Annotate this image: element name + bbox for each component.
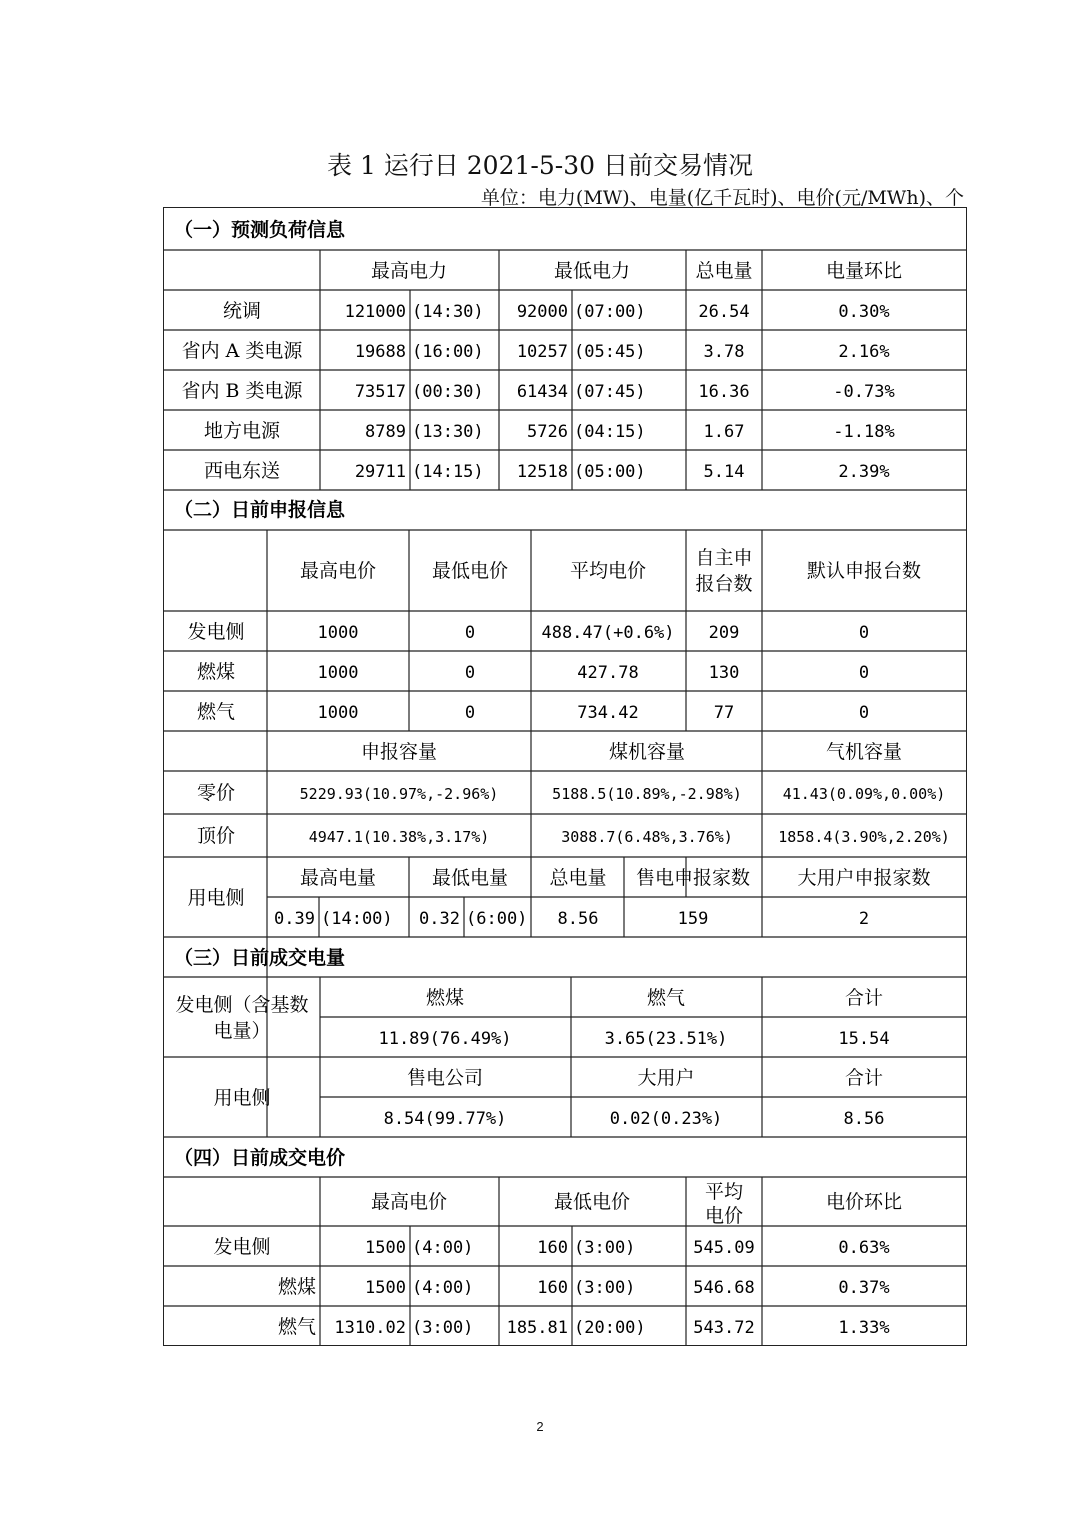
s2-cap-row-0 bbox=[197, 782, 945, 804]
s1-row-max-time: (14:30) bbox=[412, 302, 484, 322]
s2-row-name: 燃煤 bbox=[196, 661, 236, 683]
s1-row-1 bbox=[182, 340, 890, 362]
s1-header-total: 总电量 bbox=[695, 260, 753, 282]
s4-row-avg: 545.09 bbox=[693, 1238, 755, 1258]
s2-row-self: 77 bbox=[713, 703, 735, 723]
s1-header-min: 最低电力 bbox=[553, 260, 631, 282]
s1-row-ratio: -1.18% bbox=[833, 422, 895, 442]
s4-row-min: 160 bbox=[537, 1278, 568, 1298]
s2-cap-header-gas: 气机容量 bbox=[825, 741, 903, 763]
s3-user-sum: 8.56 bbox=[843, 1109, 885, 1129]
s2-cap-row-coal: 3088.7(6.48%,3.76%) bbox=[561, 828, 733, 846]
s1-row-ratio: 0.30% bbox=[838, 302, 890, 322]
s2-user-min-time: (6:00) bbox=[466, 909, 528, 929]
s4-header-avg-line2: 电价 bbox=[704, 1205, 744, 1227]
s1-row-4 bbox=[204, 460, 890, 482]
s2-user-big: 2 bbox=[858, 909, 870, 929]
s2-user-header-max: 最高电量 bbox=[299, 867, 377, 889]
s2-row-0 bbox=[187, 621, 869, 643]
s4-row-1 bbox=[278, 1276, 890, 1298]
s2-cap-row-gas: 1858.4(3.90%,2.20%) bbox=[778, 828, 950, 846]
s2-row-1 bbox=[197, 661, 869, 683]
s1-row-max: 73517 bbox=[354, 382, 406, 402]
s1-row-2 bbox=[181, 380, 894, 402]
s2-row-min: 0 bbox=[464, 663, 476, 683]
s2-row-avg: 734.42 bbox=[577, 703, 639, 723]
s3-user-header-retail: 售电公司 bbox=[406, 1067, 484, 1089]
s1-row-min: 61434 bbox=[516, 382, 568, 402]
s1-row-3 bbox=[204, 420, 895, 442]
table-title: 表 1 运行日 2021-5-30 日前交易情况 bbox=[327, 151, 753, 180]
s2-cap-row-declared: 5229.93(10.97%,-2.96%) bbox=[299, 785, 499, 803]
s2-user-header-total: 总电量 bbox=[549, 867, 607, 889]
s2-user-max: 0.39 bbox=[274, 909, 315, 929]
section-4-heading: （四）日前成交电价 bbox=[174, 1147, 346, 1169]
s1-header-ratio: 电量环比 bbox=[825, 260, 903, 282]
s2-row-self: 130 bbox=[708, 663, 740, 683]
s1-row-total: 26.54 bbox=[698, 302, 750, 322]
s3-gen-header-sum: 合计 bbox=[844, 987, 884, 1009]
s4-row-min-time: (3:00) bbox=[574, 1238, 636, 1258]
s3-user-header-sum: 合计 bbox=[844, 1067, 884, 1089]
s2-header-min: 最低电价 bbox=[431, 560, 509, 582]
s4-row-avg: 543.72 bbox=[693, 1318, 755, 1338]
s1-row-max-time: (13:30) bbox=[412, 422, 484, 442]
s2-cap-row-declared: 4947.1(10.38%,3.17%) bbox=[308, 828, 490, 846]
s1-row-name: 地方电源 bbox=[203, 420, 281, 442]
s2-header-max: 最高电价 bbox=[299, 560, 377, 582]
s2-row-self: 209 bbox=[708, 623, 740, 643]
s1-row-total: 5.14 bbox=[703, 462, 745, 482]
s1-row-min: 10257 bbox=[516, 342, 568, 362]
s4-row-avg: 546.68 bbox=[693, 1278, 755, 1298]
s2-row-default: 0 bbox=[858, 623, 870, 643]
s2-user-header-big: 大用户申报家数 bbox=[797, 867, 931, 889]
s1-row-total: 1.67 bbox=[703, 422, 745, 442]
s4-header-avg-line1: 平均 bbox=[704, 1181, 744, 1203]
s2-user-retail: 159 bbox=[677, 909, 709, 929]
s3-user-big: 0.02(0.23%) bbox=[609, 1109, 723, 1129]
s1-row-min: 12518 bbox=[516, 462, 568, 482]
s4-row-name: 燃煤 bbox=[277, 1276, 316, 1298]
s4-row-0 bbox=[213, 1236, 889, 1258]
s2-cap-row-name: 顶价 bbox=[196, 825, 236, 847]
s4-header-min: 最低电价 bbox=[553, 1191, 631, 1213]
s2-row-min: 0 bbox=[464, 623, 476, 643]
s4-row-max-time: (3:00) bbox=[412, 1318, 474, 1338]
s2-row-max: 1000 bbox=[317, 623, 359, 643]
s3-gen-name-line1: 发电侧（含基数 bbox=[175, 994, 309, 1016]
s2-user-max-time: (14:00) bbox=[321, 909, 393, 929]
s3-gen-header-gas: 燃气 bbox=[646, 987, 686, 1009]
s1-row-name: 省内 A 类电源 bbox=[181, 340, 303, 362]
section-3-heading: （三）日前成交电量 bbox=[174, 947, 346, 969]
s4-row-max-time: (4:00) bbox=[412, 1278, 474, 1298]
unit-note: 单位：电力(MW)、电量(亿千瓦时)、电价(元/MWh)、个 bbox=[480, 187, 964, 209]
s2-row-avg: 488.47(+0.6%) bbox=[541, 623, 675, 643]
s4-row-max: 1310.02 bbox=[334, 1318, 406, 1338]
s4-row-min-time: (20:00) bbox=[574, 1318, 646, 1338]
s2-user-min: 0.32 bbox=[419, 909, 460, 929]
s2-row-max: 1000 bbox=[317, 703, 359, 723]
s1-row-0 bbox=[223, 300, 890, 322]
s3-gen-name-line2: 电量） bbox=[213, 1020, 271, 1042]
s2-user-header-retail: 售电申报家数 bbox=[635, 867, 751, 889]
s4-row-name: 发电侧 bbox=[213, 1236, 271, 1258]
s4-row-2 bbox=[278, 1316, 890, 1338]
s1-row-max-time: (16:00) bbox=[412, 342, 484, 362]
s4-row-min: 160 bbox=[537, 1238, 568, 1258]
s2-user-total: 8.56 bbox=[557, 909, 599, 929]
s2-user-header-min: 最低电量 bbox=[431, 867, 509, 889]
s2-row-default: 0 bbox=[858, 703, 870, 723]
section-1-heading: （一）预测负荷信息 bbox=[174, 219, 346, 241]
s1-row-min: 5726 bbox=[527, 422, 568, 442]
s4-row-ratio: 1.33% bbox=[838, 1318, 890, 1338]
s2-header-self-line1: 自主申 bbox=[695, 547, 753, 569]
s1-row-max: 121000 bbox=[344, 302, 406, 322]
s3-gen-gas: 3.65(23.51%) bbox=[604, 1029, 728, 1049]
s1-row-max-time: (00:30) bbox=[412, 382, 484, 402]
s2-cap-row-coal: 5188.5(10.89%,-2.98%) bbox=[552, 785, 742, 803]
s3-user-name: 用电侧 bbox=[213, 1087, 271, 1109]
page-number: 2 bbox=[536, 1419, 544, 1434]
s1-row-min-time: (04:15) bbox=[574, 422, 646, 442]
s1-row-ratio: 2.39% bbox=[838, 462, 890, 482]
s3-user-header-big: 大用户 bbox=[637, 1067, 695, 1089]
s4-row-ratio: 0.37% bbox=[838, 1278, 890, 1298]
s2-row-2 bbox=[197, 701, 869, 723]
s3-gen-header-coal: 燃煤 bbox=[425, 987, 465, 1009]
s2-row-min: 0 bbox=[464, 703, 476, 723]
s3-gen-sum: 15.54 bbox=[838, 1029, 890, 1049]
s1-row-min: 92000 bbox=[516, 302, 568, 322]
s1-row-max: 29711 bbox=[354, 462, 406, 482]
s1-row-min-time: (07:00) bbox=[574, 302, 646, 322]
s4-header-ratio: 电价环比 bbox=[825, 1191, 903, 1213]
s1-row-total: 16.36 bbox=[698, 382, 750, 402]
s2-row-max: 1000 bbox=[317, 663, 359, 683]
s4-row-min-time: (3:00) bbox=[574, 1278, 636, 1298]
s1-row-max: 19688 bbox=[354, 342, 406, 362]
s4-header-max: 最高电价 bbox=[370, 1191, 448, 1213]
s4-row-max-time: (4:00) bbox=[412, 1238, 474, 1258]
s2-row-avg: 427.78 bbox=[577, 663, 639, 683]
s2-header-self-line2: 报台数 bbox=[695, 573, 753, 595]
s1-row-min-time: (05:45) bbox=[574, 342, 646, 362]
trading-table bbox=[163, 207, 967, 1346]
s2-cap-header-coal: 煤机容量 bbox=[608, 741, 686, 763]
s2-header-avg: 平均电价 bbox=[569, 560, 647, 582]
s1-header-max: 最高电力 bbox=[370, 260, 448, 282]
s2-user-block bbox=[187, 867, 930, 929]
s2-cap-row-gas: 41.43(0.09%,0.00%) bbox=[782, 785, 946, 803]
s1-row-total: 3.78 bbox=[703, 342, 745, 362]
s1-row-min-time: (07:45) bbox=[574, 382, 646, 402]
s1-row-ratio: -0.73% bbox=[833, 382, 895, 402]
s3-user-retail: 8.54(99.77%) bbox=[383, 1109, 507, 1129]
s1-row-ratio: 2.16% bbox=[838, 342, 890, 362]
s4-row-ratio: 0.63% bbox=[838, 1238, 890, 1258]
s2-cap-row-name: 零价 bbox=[196, 782, 236, 804]
s1-row-name: 西电东送 bbox=[203, 460, 281, 482]
s1-row-name: 统调 bbox=[222, 300, 262, 322]
s1-row-max: 8789 bbox=[365, 422, 406, 442]
s4-row-name: 燃气 bbox=[277, 1316, 316, 1338]
s2-cap-header-declared: 申报容量 bbox=[360, 741, 438, 763]
s2-row-default: 0 bbox=[858, 663, 870, 683]
s1-row-name: 省内 B 类电源 bbox=[181, 380, 303, 402]
s1-row-max-time: (14:15) bbox=[412, 462, 484, 482]
section-2-heading: （二）日前申报信息 bbox=[174, 499, 346, 521]
s2-row-name: 发电侧 bbox=[187, 621, 245, 643]
s1-row-min-time: (05:00) bbox=[574, 462, 646, 482]
s2-cap-row-1 bbox=[197, 825, 950, 847]
s3-gen-coal: 11.89(76.49%) bbox=[378, 1029, 512, 1049]
s4-row-max: 1500 bbox=[365, 1238, 406, 1258]
s4-row-min: 185.81 bbox=[506, 1318, 568, 1338]
s2-row-name: 燃气 bbox=[196, 701, 236, 723]
s2-header-default: 默认申报台数 bbox=[806, 560, 922, 582]
s4-row-max: 1500 bbox=[365, 1278, 406, 1298]
s2-user-name: 用电侧 bbox=[187, 887, 245, 909]
